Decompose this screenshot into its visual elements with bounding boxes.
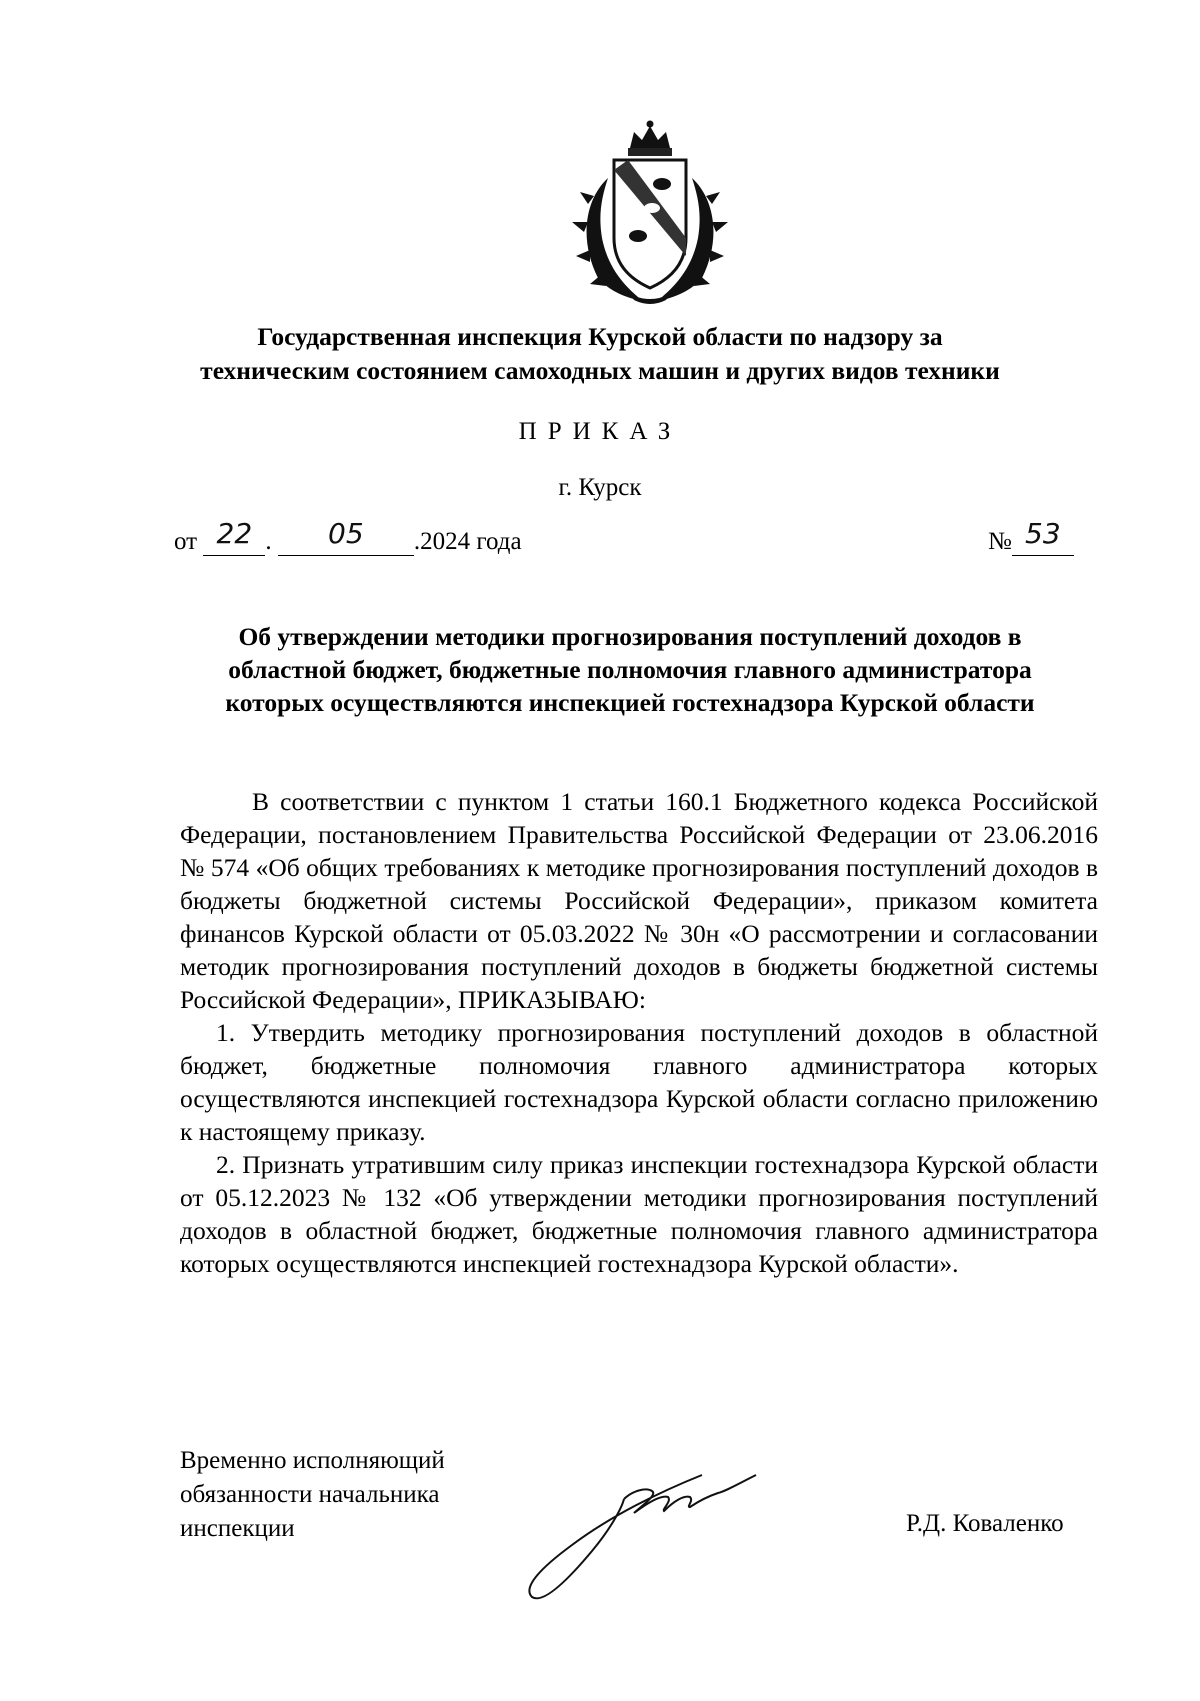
date-month-handwritten: 05 [328, 517, 364, 550]
body-preamble: В соответствии с пунктом 1 статьи 160.1 Бюджетного кодекса Российской Федерации, постановлением Правительства Российской Федерации от 23.06.2016 № 574 «Об общих требованиях к методике прогнозирования поступлений доходов в бюджеты бюджетной системы Российской Федерации», приказом комитета финансов Курской области от 05.03.2022 № 30н «О рассмотрении и согласовании методик прогнозирования поступлений доходов в бюджеты бюджетной системы Российской Федерации», ПРИКАЗЫВАЮ: [180, 787, 1098, 1014]
signer-name: Р.Д. Коваленко [906, 1510, 1064, 1537]
order-title: ПРИКАЗ [518, 418, 682, 445]
number-prefix: № [988, 528, 1012, 555]
organization-name-line2: техническим состоянием самоходных машин и других видов техники [200, 356, 1000, 385]
organization-name [130, 320, 1070, 388]
signature-icon [512, 1455, 832, 1605]
signer-position-line1: Временно исполняющий [180, 1447, 445, 1474]
order-city: г. Курск [558, 474, 642, 501]
signer-position-line3: инспекции [180, 1515, 295, 1542]
subject-line1: Об утверждении методики прогнозирования поступлений доходов в [238, 622, 1022, 651]
date-day-handwritten: 22 [216, 517, 253, 550]
subject-line2: областной бюджет, бюджетные полномочия главного администратора [228, 655, 1032, 684]
date-day-field [203, 517, 265, 556]
order-number-field [1012, 517, 1074, 556]
signer-position-line2: обязанности начальника [180, 1481, 440, 1508]
signer-position [180, 1444, 445, 1546]
date-suffix: .2024 года [413, 528, 522, 555]
date-prefix: от [174, 528, 198, 555]
coat-of-arms-icon [568, 118, 732, 304]
order-number-handwritten: 53 [1025, 517, 1061, 550]
order-date-line [174, 517, 522, 556]
date-month-field [278, 517, 414, 556]
date-separator: . [265, 528, 272, 555]
order-number-line [988, 517, 1074, 556]
body-item-1: 1. Утвердить методику прогнозирования поступлений доходов в областной бюджет, бюджетные полномочия главного администратора которых осуществляются инспекцией гостехнадзора Курской области согласно приложению к настоящему приказу. [180, 1018, 1098, 1146]
subject-line3: которых осуществляются инспекцией гостехнадзора Курской области [225, 688, 1035, 717]
body-item-2: 2. Признать утратившим силу приказ инспекции гостехнадзора Курской области от 05.12.2023 № 132 «Об утверждении методики прогнозирования поступлений доходов в областной бюджет, бюджетные полномочия главного администратора которых осуществляются инспекцией гостехнадзора Курской области». [180, 1150, 1098, 1278]
order-subject [160, 620, 1100, 719]
order-body [180, 785, 1098, 1280]
organization-name-line1: Государственная инспекция Курской области по надзору за [257, 322, 943, 351]
